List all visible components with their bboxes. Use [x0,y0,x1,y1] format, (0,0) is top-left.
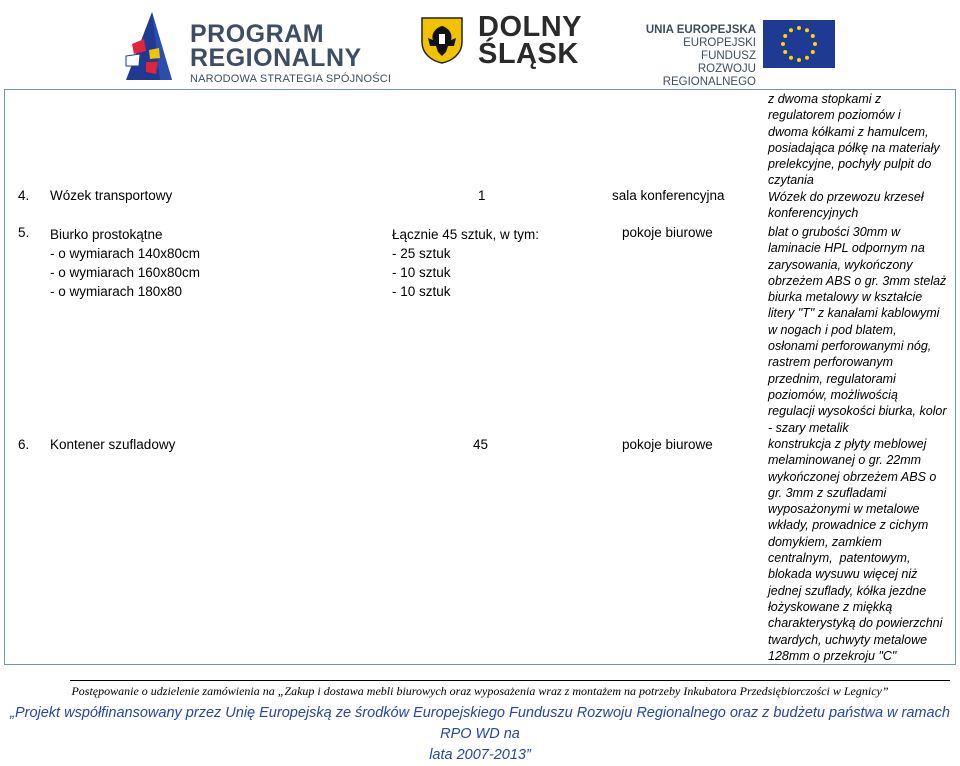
project-note [0,703,960,766]
dolny-slask-coat-of-arms-icon [420,16,464,64]
eu-line1: UNIA EUROPEJSKA [645,24,756,36]
procedure-note: Postępowanie o udzielenie zamówienia na „Zakup i dostawa mebli biurowych oraz wyposażenia wraz z montażem na potrzeby Inkubatora Przedsiębiorczości w Legnicy” [71,684,889,698]
row-number: 5. [18,225,30,240]
header-logos [0,0,960,88]
eu-line3: ROZWOJU REGIONALNEGO [662,63,756,88]
region-line2: ŚLĄSK [478,38,579,70]
region-line1: DOLNY [478,11,582,43]
eu-flag-icon [763,20,835,68]
item-description: blat o grubości 30mm w laminacie HPL odpornym na zarysowania, wykończony obrzeżem ABS o gr. 3mm stelaż biurka metalowy w kształcie litery "T" z kanałami kablowymi w nogach i pod blatem, osłonami perforowanymi nóg, rastrem perforowanym przednim, regulatorami poziomów, możliwością regulacji wysokości biurka, kolor - szary metalik [768,225,947,435]
footer-divider [70,680,950,681]
row-number: 6. [18,437,30,452]
program-regionalny-wordmark [190,22,391,85]
item-location: sala konferencyjna [612,188,725,203]
item-description: konstrukcja z płyty meblowej melaminowanej o gr. 22mm wykończonej obrzeżem ABS o gr. 3mm z szufladami wyposażonymi w metalowe wkłady, prowadnice z cichym domykiem, zamkiem centralnym, patentowym, blokada wysuwu więcej niż jednej szuflady, kółka jezdne łożyskowane z miękką charakterystyką do powierzchni twardych, uchwyty metalowe 128mm o przekroju "C" [768,437,943,663]
eu-line2: EUROPEJSKI FUNDUSZ [683,37,756,62]
project-line1: „Projekt współfinansowany przez Unię Europejską ze środków Europejskiego Funduszu Rozwoju Regionalnego oraz z budżetu państwa w ramach RPO WD na [10,705,950,742]
item-name: Wózek transportowy [50,188,173,203]
top-row-description: z dwoma stopkami z regulatorem poziomów i dwoma kółkami z hamulcem, posiadająca półkę na materiały prelekcyjne, pochyły pulpit do czytania [768,92,940,188]
project-line2: lata 2007-2013” [429,747,531,763]
dolny-slask-wordmark [478,11,582,70]
item-description: Wózek do przewozu krzeseł konferencyjnych [768,190,924,221]
item-quantity: 1 [478,188,486,203]
item-location: pokoje biurowe [622,225,713,240]
row-number: 4. [18,188,30,203]
program-line1: PROGRAM [190,20,325,48]
program-line3: NARODOWA STRATEGIA SPÓJNOŚCI [190,73,392,85]
item-quantity: Łącznie 45 sztuk, w tym: - 25 sztuk - 10 sztuk - 10 sztuk [392,227,540,299]
item-quantity: 45 [473,437,489,452]
item-location: pokoje biurowe [622,437,713,452]
item-name: Kontener szufladowy [50,437,176,452]
eu-wordmark [630,24,756,89]
program-line2: REGIONALNY [190,44,362,72]
item-name: Biurko prostokątne - o wymiarach 140x80cm - o wymiarach 160x80cm - o wymiarach 180x80 [50,227,201,299]
program-regionalny-logo-icon [122,6,177,84]
